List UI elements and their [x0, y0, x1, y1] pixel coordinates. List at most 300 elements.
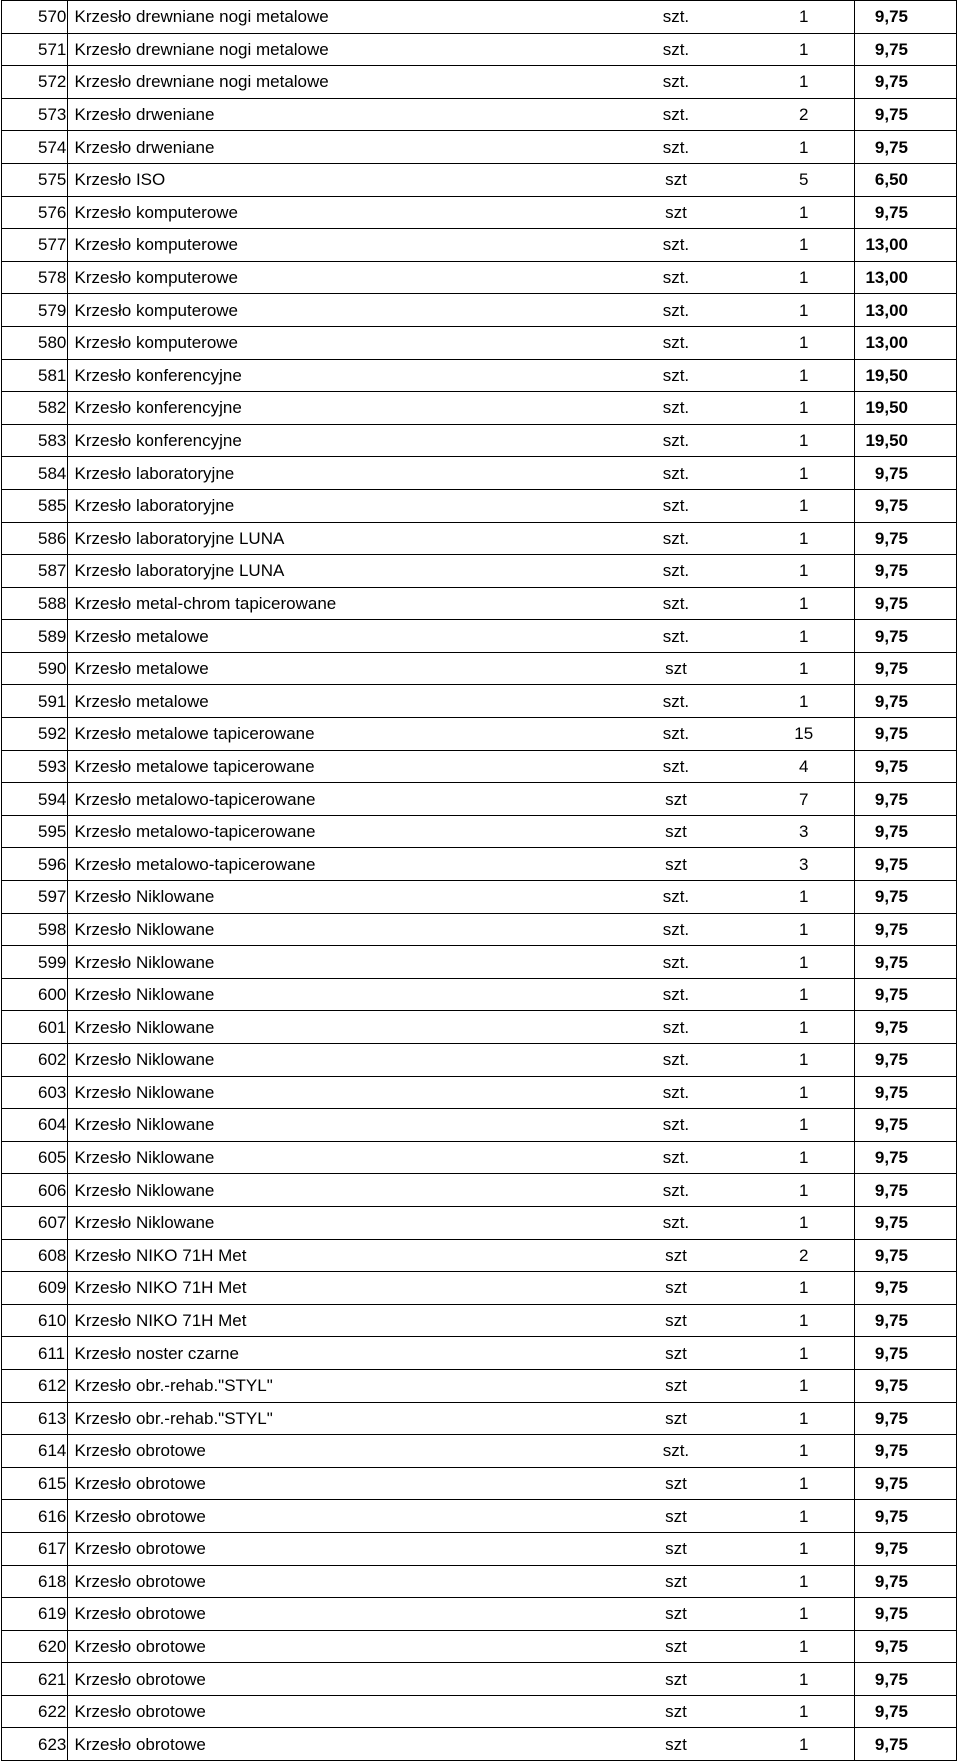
table-row — [2, 1532, 957, 1565]
unit-cell: szt — [598, 163, 754, 196]
quantity-cell: 1 — [754, 1174, 855, 1207]
item-name-cell: Krzesło laboratoryjne — [67, 457, 598, 490]
row-number-cell: 601 — [2, 1011, 68, 1044]
quantity-cell: 1 — [754, 457, 855, 490]
item-name-cell: Krzesło Niklowane — [67, 1076, 598, 1109]
price-cell: 9,75 — [854, 489, 956, 522]
quantity-cell: 1 — [754, 1, 855, 34]
quantity-cell: 1 — [754, 1304, 855, 1337]
quantity-cell: 1 — [754, 1402, 855, 1435]
row-number-cell: 617 — [2, 1532, 68, 1565]
unit-cell: szt. — [598, 1109, 754, 1142]
quantity-cell: 1 — [754, 359, 855, 392]
unit-cell: szt — [598, 652, 754, 685]
price-cell: 19,50 — [854, 424, 956, 457]
row-number-cell: 604 — [2, 1109, 68, 1142]
quantity-cell: 1 — [754, 881, 855, 914]
quantity-cell: 1 — [754, 1565, 855, 1598]
unit-cell: szt. — [598, 98, 754, 131]
price-cell: 13,00 — [854, 326, 956, 359]
row-number-cell: 608 — [2, 1239, 68, 1272]
row-number-cell: 612 — [2, 1369, 68, 1402]
table-row — [2, 913, 957, 946]
quantity-cell: 1 — [754, 1500, 855, 1533]
item-name-cell: Krzesło metalowe — [67, 685, 598, 718]
price-cell: 9,75 — [854, 815, 956, 848]
quantity-cell: 1 — [754, 1598, 855, 1631]
quantity-cell: 1 — [754, 587, 855, 620]
table-row — [2, 229, 957, 262]
item-name-cell: Krzesło drewniane nogi metalowe — [67, 66, 598, 99]
quantity-cell: 1 — [754, 1109, 855, 1142]
item-name-cell: Krzesło Niklowane — [67, 913, 598, 946]
row-number-cell: 573 — [2, 98, 68, 131]
table-row — [2, 1337, 957, 1370]
quantity-cell: 1 — [754, 1076, 855, 1109]
item-name-cell: Krzesło Niklowane — [67, 946, 598, 979]
row-number-cell: 622 — [2, 1695, 68, 1728]
unit-cell: szt. — [598, 750, 754, 783]
row-number-cell: 590 — [2, 652, 68, 685]
quantity-cell: 1 — [754, 1369, 855, 1402]
row-number-cell: 596 — [2, 848, 68, 881]
item-name-cell: Krzesło komputerowe — [67, 326, 598, 359]
row-number-cell: 587 — [2, 555, 68, 588]
table-row — [2, 33, 957, 66]
quantity-cell: 1 — [754, 946, 855, 979]
row-number-cell: 578 — [2, 261, 68, 294]
unit-cell: szt. — [598, 326, 754, 359]
row-number-cell: 598 — [2, 913, 68, 946]
quantity-cell: 1 — [754, 424, 855, 457]
unit-cell: szt. — [598, 1076, 754, 1109]
quantity-cell: 1 — [754, 1532, 855, 1565]
price-cell: 9,75 — [854, 1206, 956, 1239]
quantity-cell: 1 — [754, 294, 855, 327]
quantity-cell: 1 — [754, 1435, 855, 1468]
quantity-cell: 1 — [754, 522, 855, 555]
item-name-cell: Krzesło konferencyjne — [67, 359, 598, 392]
item-name-cell: Krzesło drweniane — [67, 98, 598, 131]
table-row — [2, 1435, 957, 1468]
table-row — [2, 1630, 957, 1663]
unit-cell: szt — [598, 815, 754, 848]
item-name-cell: Krzesło Niklowane — [67, 978, 598, 1011]
price-cell: 13,00 — [854, 261, 956, 294]
item-name-cell: Krzesło Niklowane — [67, 1206, 598, 1239]
unit-cell: szt. — [598, 33, 754, 66]
item-name-cell: Krzesło konferencyjne — [67, 424, 598, 457]
price-cell: 9,75 — [854, 587, 956, 620]
quantity-cell: 1 — [754, 326, 855, 359]
quantity-cell: 1 — [754, 1011, 855, 1044]
item-name-cell: Krzesło obrotowe — [67, 1467, 598, 1500]
table-row — [2, 1011, 957, 1044]
item-name-cell: Krzesło obr.-rehab."STYL" — [67, 1369, 598, 1402]
unit-cell: szt. — [598, 1044, 754, 1077]
item-name-cell: Krzesło obrotowe — [67, 1565, 598, 1598]
unit-cell: szt — [598, 1272, 754, 1305]
table-row — [2, 783, 957, 816]
quantity-cell: 1 — [754, 1206, 855, 1239]
unit-cell: szt. — [598, 392, 754, 425]
item-name-cell: Krzesło NIKO 71H Met — [67, 1304, 598, 1337]
unit-cell: szt. — [598, 946, 754, 979]
price-cell: 9,75 — [854, 652, 956, 685]
unit-cell: szt — [598, 1337, 754, 1370]
item-name-cell: Krzesło NIKO 71H Met — [67, 1239, 598, 1272]
row-number-cell: 575 — [2, 163, 68, 196]
item-name-cell: Krzesło NIKO 71H Met — [67, 1272, 598, 1305]
unit-cell: szt. — [598, 229, 754, 262]
item-name-cell: Krzesło obrotowe — [67, 1532, 598, 1565]
price-cell: 9,75 — [854, 848, 956, 881]
price-cell: 9,75 — [854, 783, 956, 816]
item-name-cell: Krzesło drewniane nogi metalowe — [67, 1, 598, 34]
unit-cell: szt. — [598, 913, 754, 946]
price-cell: 9,75 — [854, 1467, 956, 1500]
unit-cell: szt — [598, 1239, 754, 1272]
price-cell: 9,75 — [854, 131, 956, 164]
unit-cell: szt — [598, 783, 754, 816]
unit-cell: szt. — [598, 1206, 754, 1239]
row-number-cell: 583 — [2, 424, 68, 457]
price-cell: 9,75 — [854, 1044, 956, 1077]
table-row — [2, 1206, 957, 1239]
row-number-cell: 592 — [2, 718, 68, 751]
price-cell: 9,75 — [854, 1141, 956, 1174]
table-row — [2, 652, 957, 685]
row-number-cell: 618 — [2, 1565, 68, 1598]
quantity-cell: 1 — [754, 1337, 855, 1370]
item-name-cell: Krzesło komputerowe — [67, 196, 598, 229]
item-name-cell: Krzesło obrotowe — [67, 1500, 598, 1533]
row-number-cell: 589 — [2, 620, 68, 653]
item-name-cell: Krzesło komputerowe — [67, 261, 598, 294]
item-name-cell: Krzesło Niklowane — [67, 1044, 598, 1077]
quantity-cell: 1 — [754, 620, 855, 653]
item-name-cell: Krzesło metalowo-tapicerowane — [67, 815, 598, 848]
price-cell: 9,75 — [854, 555, 956, 588]
row-number-cell: 605 — [2, 1141, 68, 1174]
row-number-cell: 593 — [2, 750, 68, 783]
table-row — [2, 718, 957, 751]
unit-cell: szt. — [598, 978, 754, 1011]
quantity-cell: 1 — [754, 1272, 855, 1305]
table-row — [2, 1467, 957, 1500]
quantity-cell: 1 — [754, 131, 855, 164]
price-cell: 9,75 — [854, 1598, 956, 1631]
table-row — [2, 1304, 957, 1337]
row-number-cell: 597 — [2, 881, 68, 914]
unit-cell: szt. — [598, 555, 754, 588]
price-cell: 9,75 — [854, 750, 956, 783]
price-cell: 9,75 — [854, 1532, 956, 1565]
row-number-cell: 603 — [2, 1076, 68, 1109]
inventory-table — [1, 0, 957, 1761]
row-number-cell: 602 — [2, 1044, 68, 1077]
item-name-cell: Krzesło Niklowane — [67, 1174, 598, 1207]
price-cell: 9,75 — [854, 1435, 956, 1468]
item-name-cell: Krzesło metalowe — [67, 620, 598, 653]
price-cell: 9,75 — [854, 33, 956, 66]
price-cell: 9,75 — [854, 685, 956, 718]
quantity-cell: 1 — [754, 1141, 855, 1174]
unit-cell: szt. — [598, 685, 754, 718]
price-cell: 9,75 — [854, 1728, 956, 1761]
quantity-cell: 1 — [754, 66, 855, 99]
unit-cell: szt — [598, 1630, 754, 1663]
price-cell: 9,75 — [854, 98, 956, 131]
table-row — [2, 1565, 957, 1598]
item-name-cell: Krzesło drewniane nogi metalowe — [67, 33, 598, 66]
price-cell: 19,50 — [854, 392, 956, 425]
table-row — [2, 1695, 957, 1728]
price-cell: 9,75 — [854, 881, 956, 914]
table-row — [2, 1, 957, 34]
unit-cell: szt. — [598, 1174, 754, 1207]
row-number-cell: 586 — [2, 522, 68, 555]
quantity-cell: 1 — [754, 1630, 855, 1663]
table-row — [2, 294, 957, 327]
item-name-cell: Krzesło Niklowane — [67, 1011, 598, 1044]
table-row — [2, 750, 957, 783]
table-row — [2, 587, 957, 620]
table-row — [2, 522, 957, 555]
row-number-cell: 614 — [2, 1435, 68, 1468]
table-row — [2, 163, 957, 196]
price-cell: 9,75 — [854, 1663, 956, 1696]
price-cell: 9,75 — [854, 1500, 956, 1533]
table-row — [2, 1109, 957, 1142]
price-cell: 9,75 — [854, 620, 956, 653]
item-name-cell: Krzesło metalowo-tapicerowane — [67, 783, 598, 816]
row-number-cell: 599 — [2, 946, 68, 979]
unit-cell: szt. — [598, 457, 754, 490]
row-number-cell: 580 — [2, 326, 68, 359]
table-row — [2, 1076, 957, 1109]
table-row — [2, 1141, 957, 1174]
table-row — [2, 685, 957, 718]
unit-cell: szt. — [598, 587, 754, 620]
unit-cell: szt — [598, 1500, 754, 1533]
row-number-cell: 615 — [2, 1467, 68, 1500]
item-name-cell: Krzesło Niklowane — [67, 1141, 598, 1174]
table-row — [2, 881, 957, 914]
row-number-cell: 607 — [2, 1206, 68, 1239]
unit-cell: szt — [598, 196, 754, 229]
price-cell: 9,75 — [854, 1369, 956, 1402]
item-name-cell: Krzesło laboratoryjne — [67, 489, 598, 522]
quantity-cell: 1 — [754, 229, 855, 262]
row-number-cell: 581 — [2, 359, 68, 392]
item-name-cell: Krzesło obrotowe — [67, 1663, 598, 1696]
table-row — [2, 131, 957, 164]
price-cell: 9,75 — [854, 1337, 956, 1370]
table-row — [2, 1663, 957, 1696]
item-name-cell: Krzesło drweniane — [67, 131, 598, 164]
quantity-cell: 5 — [754, 163, 855, 196]
item-name-cell: Krzesło metalowe tapicerowane — [67, 718, 598, 751]
quantity-cell: 1 — [754, 261, 855, 294]
unit-cell: szt — [598, 1369, 754, 1402]
quantity-cell: 2 — [754, 98, 855, 131]
table-row — [2, 98, 957, 131]
price-cell: 6,50 — [854, 163, 956, 196]
price-cell: 9,75 — [854, 1, 956, 34]
table-row — [2, 359, 957, 392]
quantity-cell: 1 — [754, 1044, 855, 1077]
unit-cell: szt — [598, 1532, 754, 1565]
item-name-cell: Krzesło komputerowe — [67, 229, 598, 262]
item-name-cell: Krzesło Niklowane — [67, 1109, 598, 1142]
unit-cell: szt — [598, 1663, 754, 1696]
row-number-cell: 577 — [2, 229, 68, 262]
table-row — [2, 392, 957, 425]
quantity-cell: 3 — [754, 815, 855, 848]
item-name-cell: Krzesło metal-chrom tapicerowane — [67, 587, 598, 620]
table-row — [2, 978, 957, 1011]
item-name-cell: Krzesło ISO — [67, 163, 598, 196]
table-row — [2, 196, 957, 229]
quantity-cell: 1 — [754, 913, 855, 946]
item-name-cell: Krzesło komputerowe — [67, 294, 598, 327]
unit-cell: szt — [598, 1695, 754, 1728]
unit-cell: szt — [598, 1402, 754, 1435]
table-row — [2, 946, 957, 979]
item-name-cell: Krzesło obr.-rehab."STYL" — [67, 1402, 598, 1435]
row-number-cell: 571 — [2, 33, 68, 66]
item-name-cell: Krzesło laboratoryjne LUNA — [67, 555, 598, 588]
unit-cell: szt. — [598, 261, 754, 294]
price-cell: 9,75 — [854, 522, 956, 555]
price-cell: 9,75 — [854, 1272, 956, 1305]
price-cell: 9,75 — [854, 1695, 956, 1728]
unit-cell: szt. — [598, 131, 754, 164]
quantity-cell: 1 — [754, 196, 855, 229]
unit-cell: szt. — [598, 66, 754, 99]
row-number-cell: 574 — [2, 131, 68, 164]
price-cell: 9,75 — [854, 913, 956, 946]
quantity-cell: 4 — [754, 750, 855, 783]
row-number-cell: 600 — [2, 978, 68, 1011]
quantity-cell: 1 — [754, 685, 855, 718]
table-row — [2, 620, 957, 653]
price-cell: 9,75 — [854, 1076, 956, 1109]
quantity-cell: 2 — [754, 1239, 855, 1272]
table-row — [2, 848, 957, 881]
row-number-cell: 576 — [2, 196, 68, 229]
unit-cell: szt. — [598, 424, 754, 457]
table-row — [2, 815, 957, 848]
row-number-cell: 619 — [2, 1598, 68, 1631]
row-number-cell: 621 — [2, 1663, 68, 1696]
quantity-cell: 1 — [754, 489, 855, 522]
quantity-cell: 1 — [754, 555, 855, 588]
quantity-cell: 1 — [754, 33, 855, 66]
quantity-cell: 1 — [754, 1467, 855, 1500]
row-number-cell: 609 — [2, 1272, 68, 1305]
quantity-cell: 1 — [754, 652, 855, 685]
row-number-cell: 606 — [2, 1174, 68, 1207]
price-cell: 19,50 — [854, 359, 956, 392]
table-row — [2, 66, 957, 99]
unit-cell: szt. — [598, 294, 754, 327]
price-cell: 9,75 — [854, 978, 956, 1011]
item-name-cell: Krzesło noster czarne — [67, 1337, 598, 1370]
price-cell: 9,75 — [854, 946, 956, 979]
table-row — [2, 1044, 957, 1077]
row-number-cell: 623 — [2, 1728, 68, 1761]
quantity-cell: 7 — [754, 783, 855, 816]
row-number-cell: 588 — [2, 587, 68, 620]
row-number-cell: 616 — [2, 1500, 68, 1533]
table-row — [2, 1174, 957, 1207]
row-number-cell: 572 — [2, 66, 68, 99]
unit-cell: szt. — [598, 522, 754, 555]
row-number-cell: 585 — [2, 489, 68, 522]
row-number-cell: 595 — [2, 815, 68, 848]
table-row — [2, 457, 957, 490]
price-cell: 9,75 — [854, 196, 956, 229]
item-name-cell: Krzesło obrotowe — [67, 1435, 598, 1468]
item-name-cell: Krzesło obrotowe — [67, 1598, 598, 1631]
quantity-cell: 1 — [754, 392, 855, 425]
row-number-cell: 620 — [2, 1630, 68, 1663]
price-cell: 9,75 — [854, 1630, 956, 1663]
unit-cell: szt — [598, 848, 754, 881]
row-number-cell: 582 — [2, 392, 68, 425]
price-cell: 9,75 — [854, 1109, 956, 1142]
inventory-table-body — [2, 1, 957, 1761]
unit-cell: szt. — [598, 1435, 754, 1468]
price-cell: 9,75 — [854, 457, 956, 490]
table-row — [2, 489, 957, 522]
price-cell: 9,75 — [854, 1011, 956, 1044]
quantity-cell: 3 — [754, 848, 855, 881]
table-row — [2, 424, 957, 457]
unit-cell: szt — [598, 1304, 754, 1337]
item-name-cell: Krzesło konferencyjne — [67, 392, 598, 425]
price-cell: 13,00 — [854, 294, 956, 327]
item-name-cell: Krzesło obrotowe — [67, 1630, 598, 1663]
unit-cell: szt — [598, 1565, 754, 1598]
item-name-cell: Krzesło obrotowe — [67, 1695, 598, 1728]
item-name-cell: Krzesło metalowo-tapicerowane — [67, 848, 598, 881]
row-number-cell: 594 — [2, 783, 68, 816]
unit-cell: szt — [598, 1598, 754, 1631]
quantity-cell: 1 — [754, 978, 855, 1011]
table-row — [2, 1369, 957, 1402]
row-number-cell: 613 — [2, 1402, 68, 1435]
unit-cell: szt. — [598, 359, 754, 392]
unit-cell: szt. — [598, 620, 754, 653]
table-row — [2, 1500, 957, 1533]
table-row — [2, 261, 957, 294]
table-row — [2, 1239, 957, 1272]
unit-cell: szt. — [598, 1, 754, 34]
price-cell: 9,75 — [854, 66, 956, 99]
unit-cell: szt. — [598, 881, 754, 914]
price-cell: 9,75 — [854, 1304, 956, 1337]
item-name-cell: Krzesło obrotowe — [67, 1728, 598, 1761]
table-row — [2, 1402, 957, 1435]
row-number-cell: 570 — [2, 1, 68, 34]
price-cell: 9,75 — [854, 1402, 956, 1435]
item-name-cell: Krzesło metalowe tapicerowane — [67, 750, 598, 783]
row-number-cell: 584 — [2, 457, 68, 490]
table-row — [2, 1598, 957, 1631]
